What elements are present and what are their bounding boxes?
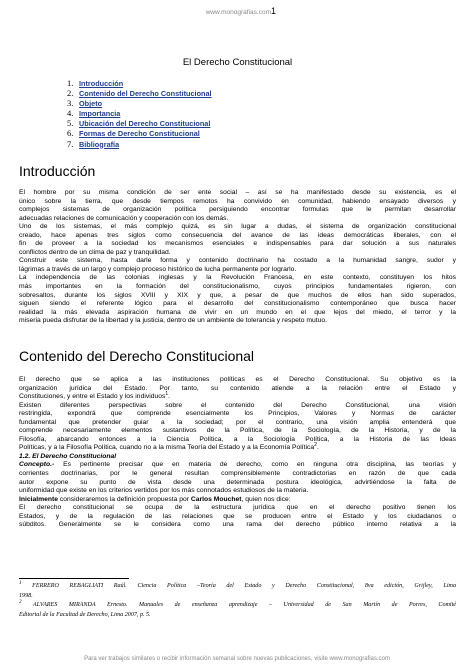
section-heading-introduccion: Introducción	[19, 163, 96, 179]
toc-link-ubicacion[interactable]: Ubicación del Derecho Constitucional	[79, 119, 211, 129]
footnotes: $^1$ FERRERO REBAGLIATI Raúl. Ciencia Política –Teoría del Estado y Derecho Constitucional, 8va edición, Grijley, Lima 1998. $^2$ ALVARES MIRANDA Ernesto. Manuales de enseñanza aprendizaje – Universidad de San Martín de Porres, Comité Editorial de la Facultad de Derecho, Lima 2007, p. 5.	[19, 580, 456, 618]
toc-item: 1. Introducción	[67, 78, 124, 88]
toc-item: 4. Importancia	[67, 108, 121, 119]
inicialmente-label: Inicialmente	[19, 495, 59, 503]
contenido-section-text: El derecho que se aplica a las instituciones políticas es el Derecho Constitucional. Su objetivo es la organización jurídica del Estado. Por tanto, su contenido atiende a la relación entre el Estado y Constituciones, y entre el Estado y los individuos$^1$. Existen diferentes perspectivas sobre el contenido del Derecho Constitucional, una visión restringida, expondrá que comprende esencialmente los Principios, Valores y Normas de carácter fundamental que pretender guiar a la sociedad; por el contrario, una visión amplia entenderá que comprende necesariamente elementos sustantivos de la Política, de la Sociología, de la Historia, y de la Filosofía, abarcando entonces a la Ciencia Política, a la Sociología Política, a la Historia de las Ideas Políticas, y a la Filosofía Política, cuando no a la misma Teoría del Estado y a la Economía Política$^2$. 1.2. El Derecho Constitucional Concepto.- Es pertinente precisar que en materia de derecho, como en ninguna otra disciplina, las teorías y corrientes doctrinarias, por le general resultan comprensiblemente contradictorias en razón de que cada autor expone su punto de vista desde una determinada postura ideológica, advirtiéndose la falta de uniformidad que existe en los criterios vertidos por los más connotados estudiosos de la materia. Inicialmente consideraremos la definición propuesta por Carlos Mouchet, quien nos dice: El derecho constitucional se ocupa de la estructura jurídica que en el derecho positivo tienen los Estados, y de la regulación de las relaciones que se producen entre el Estado y los ciudadanos o súbditos. Generalmente se le considera como una rama del derecho público interno relativa a la	[19, 376, 456, 529]
subheading-derecho-constitucional: 1.2. El Derecho Constitucional	[19, 452, 117, 460]
toc-item: 7. Bibliografía	[67, 138, 120, 149]
section-heading-contenido: Contenido del Derecho Constitucional	[19, 348, 255, 364]
header-site-url[interactable]	[206, 6, 276, 16]
document-title: El Derecho Constitucional	[182, 57, 293, 68]
author-name: Carlos Mouchet	[190, 495, 242, 503]
page-number: 1	[270, 6, 276, 16]
toc-item: 6. Formas de Derecho Constitucional	[67, 128, 200, 139]
toc-item: 3. Objeto	[67, 98, 103, 109]
footnote-divider	[19, 578, 129, 579]
toc-item: 5. Ubicación del Derecho Constitucional	[67, 118, 211, 129]
toc-link-objeto[interactable]: Objeto	[79, 99, 103, 109]
table-of-contents	[67, 78, 212, 149]
footnote-ref-1[interactable]: 1	[165, 390, 169, 397]
concepto-label: Concepto.-	[19, 461, 55, 469]
header-site-text: www.monografias.com	[205, 9, 271, 16]
footnote-ref-2[interactable]: 2	[314, 442, 317, 449]
footnote-1: $^1$ FERRERO REBAGLIATI Raúl. Ciencia Política –Teoría del Estado y Derecho Constitucional, 8va edición, Grijley, Lima	[19, 580, 456, 589]
toc-link-formas[interactable]: Formas de Derecho Constitucional	[79, 129, 200, 139]
toc-link-contenido[interactable]: Contenido del Derecho Constitucional	[79, 89, 212, 99]
toc-link-introduccion[interactable]: Introducción	[79, 79, 124, 88]
toc-link-importancia[interactable]: Importancia	[79, 109, 121, 119]
footnote-2: $^2$ ALVARES MIRANDA Ernesto. Manuales de enseñanza aprendizaje – Universidad de San Martín de Porres, Comité	[19, 600, 456, 609]
toc-link-bibliografia[interactable]: Bibliografía	[79, 139, 120, 149]
footer-promo-text[interactable]: Para ver trabajos similares o recibir información semanal sobre nuevas publicaciones, visite www.monografias.com	[84, 656, 390, 662]
toc-item: 2. Contenido del Derecho Constitucional	[67, 88, 212, 99]
intro-section-text: El hombre por su misma condición de ser ente social – así se ha manifestado desde su existencia, es el único sobre la tierra, que desde tiempos remotos ha convivido en comunidad, habiendo ensayado diversos y complejos sistemas de organización política persiguiendo encontrar formulas que le permitan desarrollar adecuadas relaciones de comunicación y cooperación con los demás. Uno de los sistemas, el más complejo quizá, es sin lugar a dudas, el sistema de organización constitucional creado, hace apenas tres siglos como consecuencia del avance de las ideas democráticas liberales, con el fin de proveer a la sociedad los mecanismos esenciales e indispensables para dar solución a sus naturales conflictos dentro de un clima de paz y tranquilidad. Construir este sistema, hasta darle forma y contenido doctrinario ha costado a la humanidad sangre, sudor y lágrimas a través de un largo y complejo proceso histórico de lucha permanente por lograrlo. La independencia de las colonias inglesas y la Revolución Francesa, en este contexto, constituyen los hitos más importantes en la formación del constitucionalismo, cuyos principios fundamentales rigieron, con sobresaltos, durante los siglos XVIII y XIX y que, a pesar de que muchos de ellos han sido superados, siguen siendo el referente lógico para el desarrollo del constitucionalismo contemporáneo que busca hacer realidad la más elevada aspiración humana de vivir en un mundo en el que lejos del miedo, el terror y la miseria pueda disfrutar de la libertad y la justicia, dentro de un ambiente de tolerancia y respeto mutuo.	[19, 189, 456, 325]
